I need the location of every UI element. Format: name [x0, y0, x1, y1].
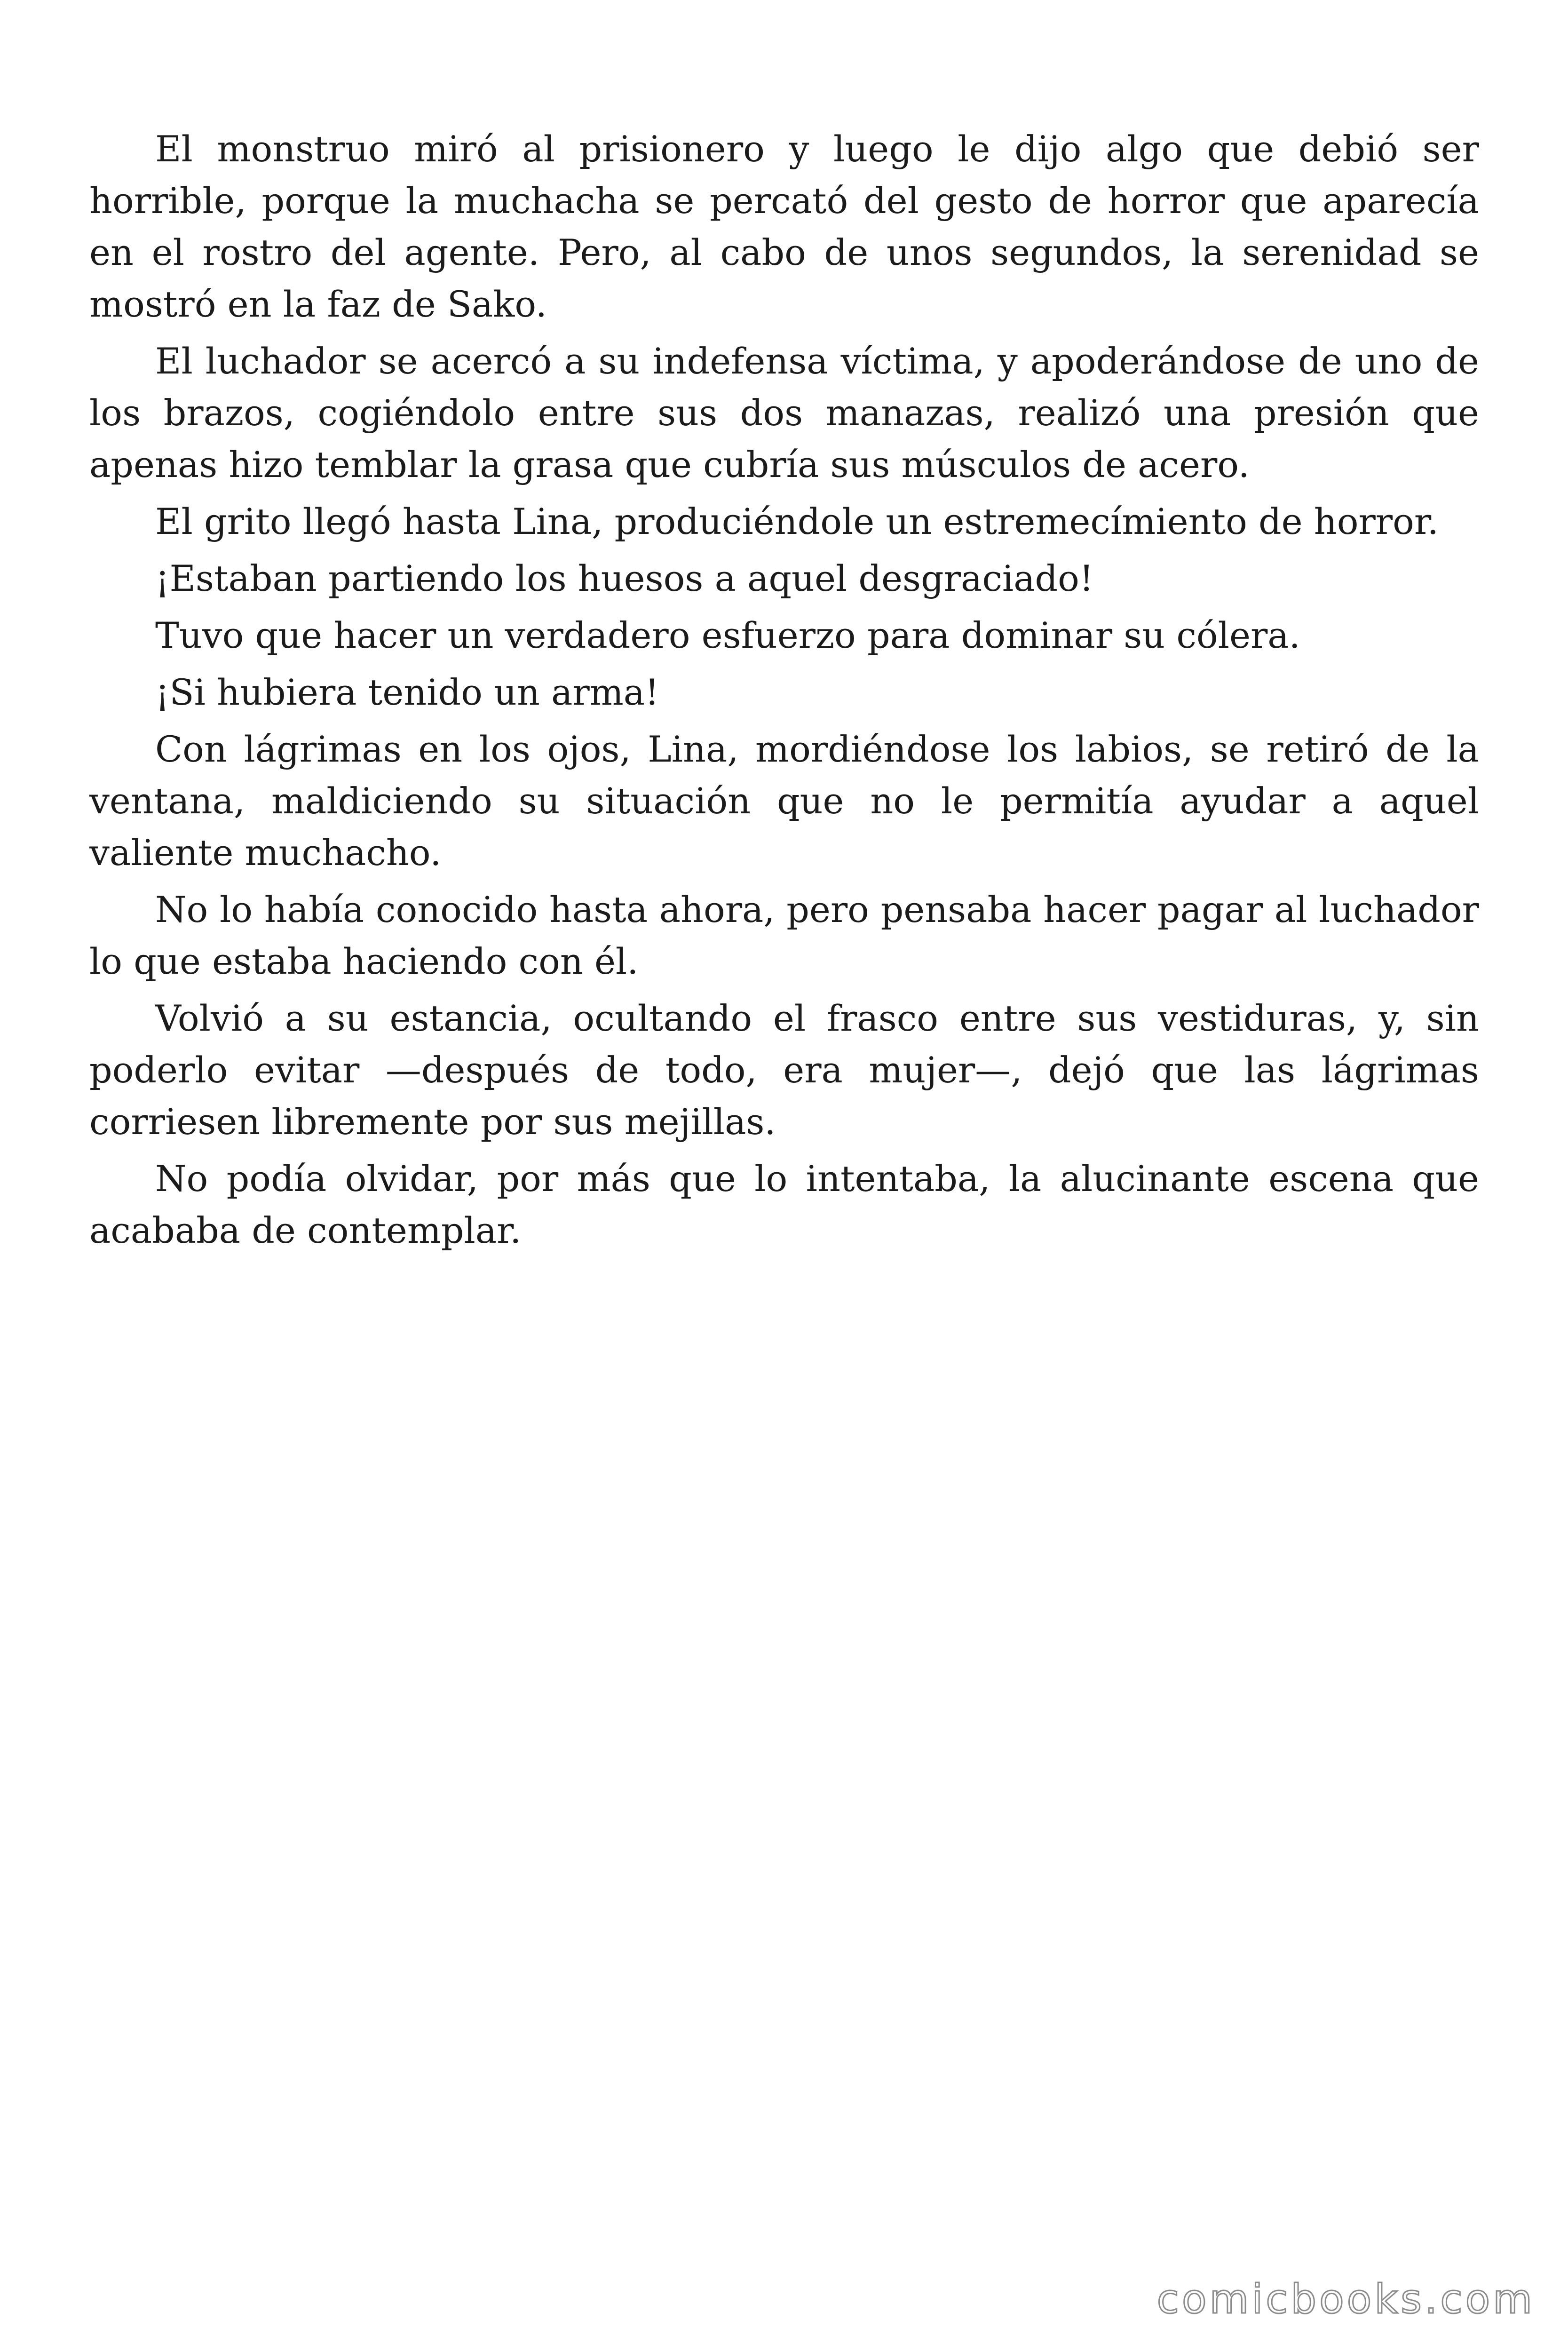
- paragraph: No lo había conocido hasta ahora, pero pensaba hacer pagar al luchador lo que estaba haciendo con él.: [89, 889, 1479, 982]
- paragraph: El monstruo miró al prisionero y luego le dijo algo que debió ser horrible, porque la muchacha se percató del gesto de horror que aparecía en el rostro del agente. Pero, al cabo de unos segundos, la serenidad se mostró en la faz de Sako.: [89, 128, 1479, 325]
- paragraph: No podía olvidar, por más que lo intentaba, la alucinante escena que acababa de contemplar.: [89, 1158, 1479, 1251]
- paragraph: Con lágrimas en los ojos, Lina, mordiéndose los labios, se retiró de la ventana, maldiciendo su situación que no le permitía ayudar a aquel valiente muchacho.: [89, 728, 1479, 874]
- paragraph: Tuvo que hacer un verdadero esfuerzo para dominar su cólera.: [155, 614, 1300, 656]
- paragraph: El luchador se acercó a su indefensa víctima, y apoderándose de uno de los brazos, cogiéndolo entre sus dos manazas, realizó una presión que apenas hizo temblar la grasa que cubría sus músculos de acero.: [89, 340, 1479, 485]
- paragraph: El grito llegó hasta Lina, produciéndole un estremecímiento de horror.: [155, 501, 1439, 542]
- paragraph: Volvió a su estancia, ocultando el frasco entre sus vestiduras, y, sin poderlo evitar —después de todo, era mujer—, dejó que las lágrimas corriesen libremente por sus mejillas.: [89, 997, 1479, 1143]
- body-text: [89, 123, 1479, 1262]
- watermark: comicbooks.com: [1156, 2276, 1535, 2323]
- paragraph: ¡Si hubiera tenido un arma!: [155, 671, 659, 713]
- paragraph: ¡Estaban partiendo los huesos a aquel desgraciado!: [155, 557, 1094, 599]
